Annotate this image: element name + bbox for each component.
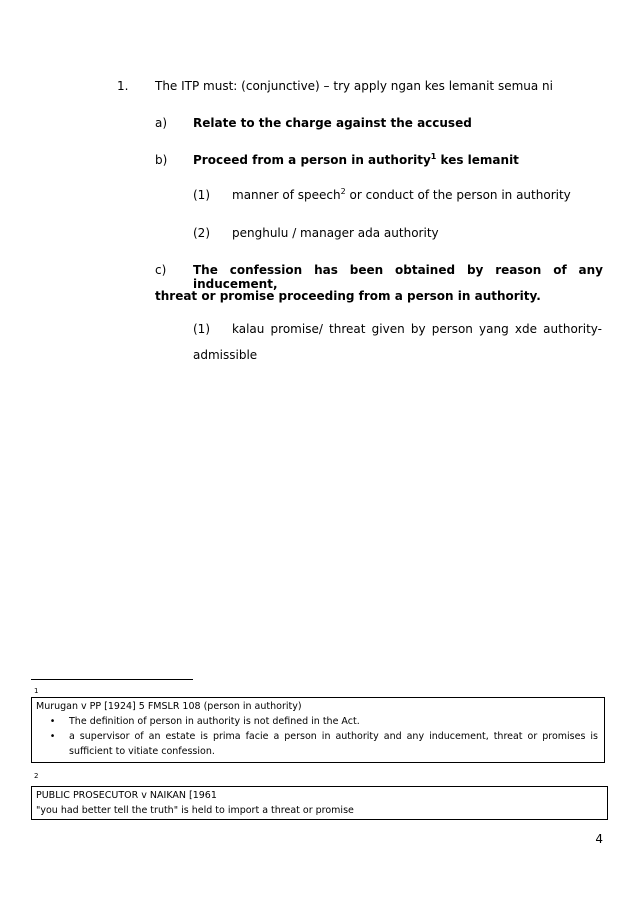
item-text: The ITP must: (conjunctive) – try apply ngan kes lemanit semua ni xyxy=(155,79,553,93)
footnote-ref-2: 2 xyxy=(340,187,346,196)
subitem-a-label: a) xyxy=(155,116,168,130)
subitem-c1-line1: kalau promise/ threat given by person yang xde authority- xyxy=(232,322,602,336)
footnote-1-mark: 1 xyxy=(34,687,39,695)
subitem-b2-label: (2) xyxy=(193,226,210,240)
subitem-c-line1: The confession has been obtained by reason of any inducement, xyxy=(193,263,603,291)
subitem-b-label: b) xyxy=(155,153,168,167)
footnote-1-bullet: • a supervisor of an estate is prima facie a person in authority and any inducement, threat or promises is sufficient to vitiate confession. xyxy=(36,729,598,759)
footnote-ref-1: 1 xyxy=(430,152,437,161)
bullet-icon: • xyxy=(49,716,56,727)
footnote-1-box xyxy=(31,697,605,763)
footnote-1-bullet: • The definition of person in authority is not defined in the Act. xyxy=(36,714,598,729)
subitem-b1-text: manner of speech$^2$ or conduct of the person in authority xyxy=(232,187,571,202)
footnote-2-box xyxy=(31,786,608,820)
subitem-c1-line2: admissible xyxy=(193,348,258,362)
footnote-separator xyxy=(31,679,193,680)
page-number: 4 xyxy=(595,832,603,846)
subitem-a-text: Relate to the charge against the accused xyxy=(193,116,472,130)
subitem-b-text: Proceed from a person in authority$^1$ kes lemanit xyxy=(193,152,519,167)
subitem-b2-text: penghulu / manager ada authority xyxy=(232,226,439,240)
subitem-c1-label: (1) xyxy=(193,322,210,336)
footnote-2-mark: 2 xyxy=(34,772,39,780)
bullet-icon: • xyxy=(49,731,56,742)
subitem-b1-label: (1) xyxy=(193,188,210,202)
subitem-c-label: c) xyxy=(155,263,167,277)
footnote-2-body: "you had better tell the truth" is held to import a threat or promise xyxy=(36,805,354,816)
footnote-1-title: Murugan v PP [1924] 5 FMSLR 108 (person in authority) xyxy=(36,701,302,712)
footnote-2-title: PUBLIC PROSECUTOR v NAIKAN [1961 xyxy=(36,790,217,801)
subitem-c-line2: threat or promise proceeding from a person in authority. xyxy=(155,289,541,303)
item-number: 1. xyxy=(117,79,129,93)
